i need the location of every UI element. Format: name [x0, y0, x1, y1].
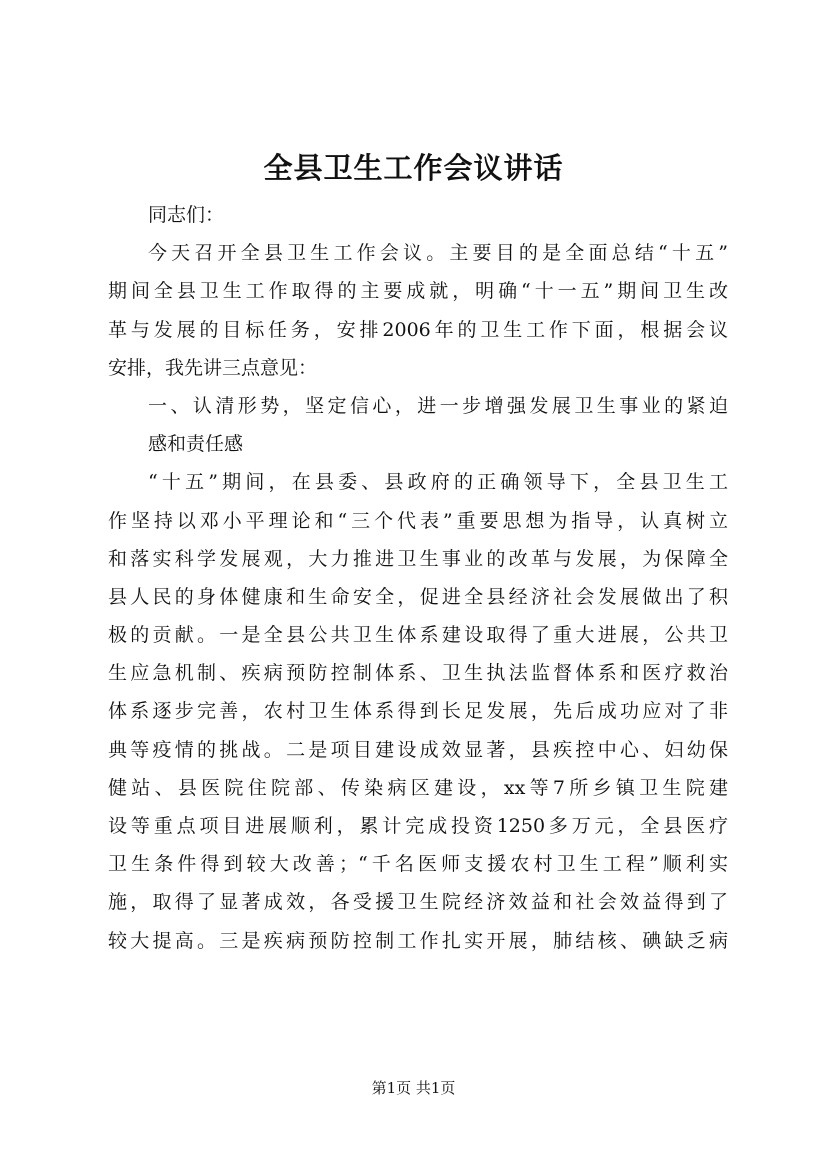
paragraph-line: 体系逐步完善，农村卫生体系得到长足发展，先后成功应对了非: [108, 700, 728, 723]
paragraph-line: 期间全县卫生工作取得的主要成就，明确“十一五”期间卫生改: [108, 280, 728, 303]
document-title: 全县卫生工作会议讲话: [263, 151, 564, 185]
paragraph-line: 生应急机制、疾病预防控制体系、卫生执法监督体系和医疗救治: [108, 662, 728, 685]
page-footer: 第1页 共1页: [371, 1079, 456, 1097]
document-body: [108, 196, 728, 960]
paragraph-line: 同志们：: [148, 204, 225, 226]
paragraph-line: 安排，我先讲三点意见：: [108, 356, 318, 379]
paragraph-line: 作坚持以邓小平理论和“三个代表”重要思想为指导，认真树立: [108, 509, 728, 532]
paragraph-line: 极的贡献。一是全县公共卫生体系建设取得了重大进展，公共卫: [108, 624, 728, 647]
paragraph-line: 健站、县医院住院部、传染病区建设，xx等7所乡镇卫生院建: [108, 776, 728, 799]
paragraph-line: 革与发展的目标任务，安排2006年的卫生工作下面，根据会议: [108, 318, 728, 341]
paragraph-line: 县人民的身体健康和生命安全，促进全县经济社会发展做出了积: [108, 585, 728, 608]
paragraph-line: 施，取得了显著成效，各受援卫生院经济效益和社会效益得到了: [108, 891, 728, 914]
paragraph-line: “十五”期间，在县委、县政府的正确领导下，全县卫生工: [148, 471, 728, 494]
paragraph-line: 较大提高。三是疾病预防控制工作扎实开展，肺结核、碘缺乏病: [108, 929, 728, 952]
paragraph-line: 设等重点项目进展顺利，累计完成投资1250多万元，全县医疗: [108, 815, 728, 837]
paragraph-line: 卫生条件得到较大改善；“千名医师支援农村卫生工程”顺利实: [108, 853, 728, 876]
paragraph-line: 感和责任感: [148, 433, 244, 456]
paragraph-line: 今天召开全县卫生工作会议。主要目的是全面总结“十五”: [148, 242, 728, 265]
paragraph-line: 典等疫情的挑战。二是项目建设成效显著，县疾控中心、妇幼保: [108, 738, 728, 761]
paragraph-line: 和落实科学发展观，大力推进卫生事业的改革与发展，为保障全: [108, 547, 728, 570]
paragraph-line: 一、认清形势，坚定信心，进一步增强发展卫生事业的紧迫: [148, 394, 728, 417]
